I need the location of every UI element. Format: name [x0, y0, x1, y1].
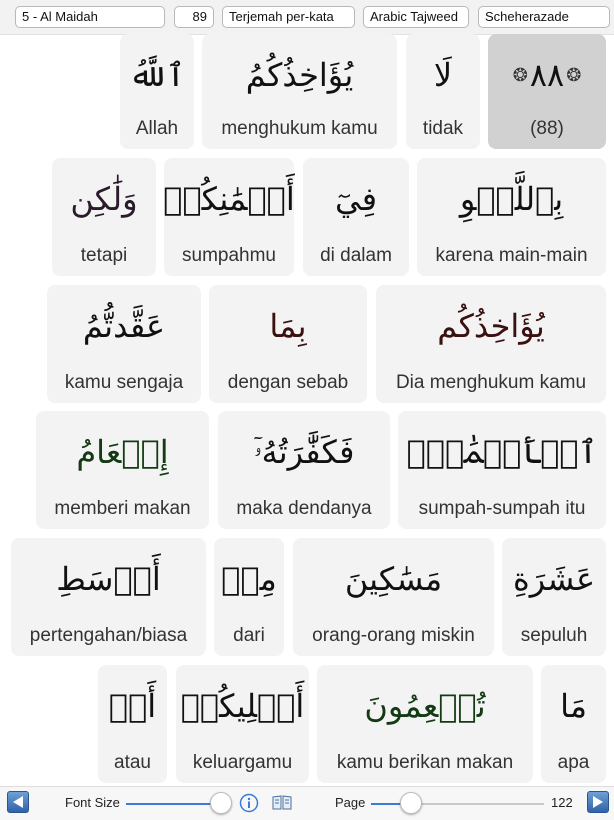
word-card[interactable]: [417, 158, 606, 276]
word-card[interactable]: [218, 411, 390, 529]
arabic-word: ٱلۡأَيۡمَٰنَۖ: [406, 433, 598, 471]
page-label: Page: [335, 795, 366, 810]
word-card[interactable]: [502, 538, 606, 656]
bottom-toolbar: [0, 786, 614, 820]
word-card[interactable]: [293, 538, 494, 656]
word-card[interactable]: [120, 34, 194, 149]
font-size-slider-fill: [126, 803, 221, 805]
word-translation: tidak: [422, 118, 464, 139]
word-translation: kamu sengaja: [64, 372, 184, 393]
arabic-word: مَسَٰكِينَ: [344, 560, 443, 598]
arabic-word: عَشَرَةِ: [512, 560, 596, 598]
word-translation: keluargamu: [192, 752, 293, 773]
word-card[interactable]: [541, 665, 606, 783]
ornament-right-icon: ❂: [566, 64, 582, 86]
word-card[interactable]: [164, 158, 294, 276]
word-card[interactable]: [209, 285, 367, 403]
next-button[interactable]: [587, 791, 609, 813]
word-translation: tetapi: [80, 245, 128, 266]
ayah-marker: [488, 34, 606, 116]
info-icon[interactable]: [239, 793, 259, 813]
script-style-selector[interactable]: Arabic Tajweed: [363, 6, 469, 28]
font-size-slider-thumb[interactable]: [210, 792, 232, 814]
left-arrow-icon: [13, 796, 24, 808]
word-card[interactable]: [406, 34, 480, 149]
word-translation: dengan sebab: [227, 372, 349, 393]
word-translation: dari: [233, 625, 265, 646]
word-card[interactable]: [47, 285, 201, 403]
word-card[interactable]: [176, 665, 309, 783]
arabic-word: تُطۡعِمُونَ: [364, 687, 486, 725]
arabic-word: لَا: [433, 56, 453, 94]
page-number: 122: [551, 795, 573, 810]
word-translation: orang-orang miskin: [312, 625, 475, 646]
word-translation: Allah: [135, 118, 179, 139]
arabic-word: مِنۡ: [221, 560, 277, 598]
arabic-word: أَوۡ: [108, 687, 157, 725]
ornament-left-icon: ❂: [512, 64, 528, 86]
word-translation: apa: [557, 752, 590, 773]
word-card[interactable]: [376, 285, 606, 403]
arabic-word: أَوۡسَطِ: [56, 560, 161, 598]
word-translation: sumpahmu: [182, 245, 276, 266]
word-card[interactable]: [98, 665, 167, 783]
word-translation: pertengahan/biasa: [29, 625, 188, 646]
surah-selector[interactable]: 5 - Al Maidah: [15, 6, 165, 28]
ayah-end-card[interactable]: [488, 34, 606, 149]
word-card[interactable]: [52, 158, 156, 276]
arabic-word: فِيٓ: [335, 180, 377, 218]
arabic-word: بِمَا: [269, 307, 307, 345]
translation-mode-selector[interactable]: Terjemah per-kata: [222, 6, 355, 28]
font-size-label: Font Size: [65, 795, 120, 810]
word-translation: memberi makan: [54, 498, 191, 519]
arabic-word: يُؤَاخِذُكُم: [437, 307, 545, 345]
arabic-word: أَيۡمَٰنِكُمۡ: [163, 180, 295, 218]
word-translation: sepuluh: [520, 625, 588, 646]
ayah-number-arabic: ٨٨: [529, 56, 565, 94]
arabic-word: أَهۡلِيكُمۡ: [180, 687, 305, 725]
arabic-word: يُؤَاخِذُكُمُ: [245, 56, 354, 94]
right-arrow-icon: [593, 796, 604, 808]
word-translation: Dia menghukum kamu: [395, 372, 587, 393]
arabic-word: ٱللَّهُ: [128, 56, 186, 94]
previous-button[interactable]: [7, 791, 29, 813]
word-card[interactable]: [303, 158, 409, 276]
word-translation: menghukum kamu: [221, 118, 378, 139]
arabic-word: إِطۡعَامُ: [76, 433, 169, 471]
arabic-word: مَا: [560, 687, 587, 725]
arabic-word: عَقَّدتُّمُ: [82, 307, 166, 345]
word-card[interactable]: [36, 411, 209, 529]
font-selector[interactable]: Scheherazade: [478, 6, 610, 28]
word-translation: sumpah-sumpah itu: [418, 498, 586, 519]
word-card[interactable]: [214, 538, 284, 656]
book-icon[interactable]: [272, 794, 292, 811]
word-translation: karena main-main: [435, 245, 588, 266]
word-translation: (88): [530, 118, 564, 139]
arabic-word: وَلَٰكِن: [70, 180, 138, 218]
ayah-number-field[interactable]: 89: [174, 6, 214, 28]
word-translation: kamu berikan makan: [336, 752, 514, 773]
word-translation: maka dendanya: [236, 498, 372, 519]
arabic-word: بِٱللَّغۡوِ: [459, 180, 564, 218]
word-translation: atau: [114, 752, 151, 773]
page-slider[interactable]: [371, 803, 544, 805]
word-translation: di dalam: [320, 245, 392, 266]
page-slider-thumb[interactable]: [400, 792, 422, 814]
word-card[interactable]: [202, 34, 397, 149]
word-card[interactable]: [398, 411, 606, 529]
word-grid: [0, 34, 614, 786]
arabic-word: فَكَفَّٰرَتُهُۥٓ: [253, 432, 355, 471]
word-card[interactable]: [317, 665, 533, 783]
word-card[interactable]: [11, 538, 206, 656]
top-toolbar: [0, 0, 614, 35]
